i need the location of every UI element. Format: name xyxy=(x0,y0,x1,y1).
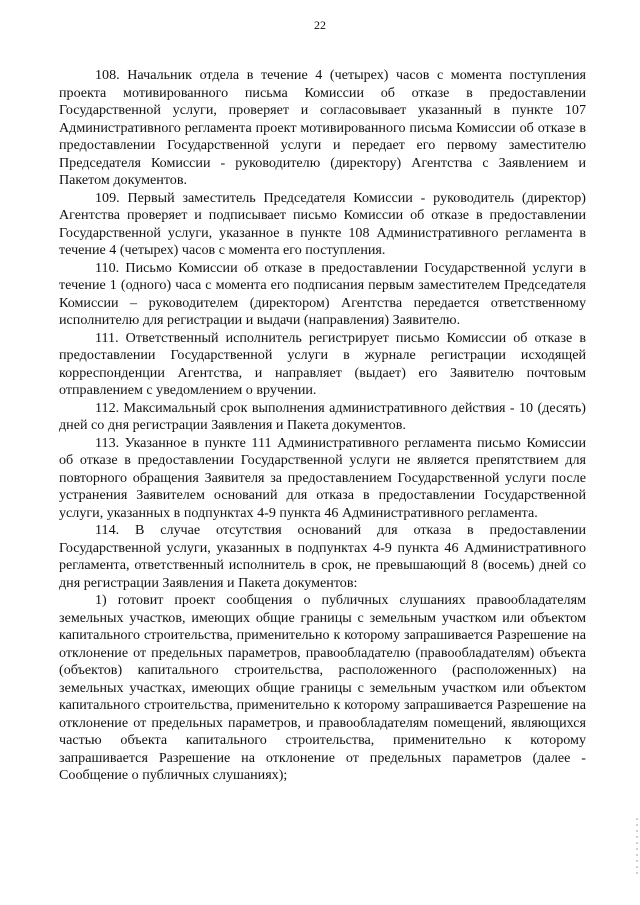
paragraph-110: 110. Письмо Комиссии об отказе в предоставлении Государственной услуги в течение 1 (одного) часа с момента его подписания первым заместителем Председателя Комиссии – руководителем (директором) Агентства передается ответственному исполнителю для регистрации и выдачи (направления) Заявителю. xyxy=(59,259,586,328)
document-body xyxy=(59,67,586,785)
paragraph-109: 109. Первый заместитель Председателя Комиссии - руководитель (директор) Агентства проверяет и подписывает письмо Комиссии об отказе в предоставлении Государственной услуги, указанное в пункте 108 Административного регламента в течение 4 (четырех) часов с момента его поступления. xyxy=(59,189,586,258)
paragraph-108: 108. Начальник отдела в течение 4 (четырех) часов с момента поступления проекта мотивированного письма Комиссии об отказе в предоставлении Государственной услуги, проверяет и согласовывает указанный в пункте 107 Административного регламента проект мотивированного письма Комиссии об отказе в предоставлении Государственной услуги и передает его первому заместителю Председателя Комиссии - руководителю (директору) Агентства с Заявлением и Пакетом документов. xyxy=(59,67,586,188)
paragraph-113: 113. Указанное в пункте 111 Административного регламента письмо Комиссии об отказе в предоставлении Государственной услуги не является препятствием для повторного обращения Заявителя за предоставлением Государственной услуги после устранения Заявителем оснований для отказа в предоставлении Государственной услуги, указанных в подпунктах 4-9 пункта 46 Административного регламента. xyxy=(59,434,586,521)
paragraph-114: 114. В случае отсутствия оснований для отказа в предоставлении Государственной услуги, указанных в подпунктах 4-9 пункта 46 Административного регламента, ответственный исполнитель в срок, не превышающий 8 (восемь) дней со дня регистрации Заявления и Пакета документов: xyxy=(59,522,586,591)
page-number: 22 xyxy=(314,18,326,32)
paragraph-111: 111. Ответственный исполнитель регистрирует письмо Комиссии об отказе в предоставлении Государственной услуги в журнале регистрации исходящей корреспонденции Агентства, и направляет (выдает) его Заявителю почтовым отправлением с уведомлением о вручении. xyxy=(59,329,586,398)
paragraph-114-item-1: 1) готовит проект сообщения о публичных слушаниях правообладателям земельных участков, имеющих общие границы с земельным участком или объектом капитального строительства, применительно к которому запрашивается Разрешение на отклонение от предельных параметров, правообладателю (правообладателям) объекта (объектов) капитального строительства, расположенного (расположенных) на земельных участках, имеющих общие границы с земельным участком или объектом капитального строительства, применительно к которому запрашивается Разрешение на отклонение от предельных параметров, и правообладателям помещений, являющихся частью объекта капитального строительства, применительно к которому запрашивается Разрешение на отклонение от предельных параметров (далее - Сообщение о публичных слушаниях); xyxy=(59,592,586,783)
paragraph-112: 112. Максимальный срок выполнения административного действия - 10 (десять) дней со дня регистрации Заявления и Пакета документов. xyxy=(59,399,586,433)
scan-edge-mark xyxy=(636,818,638,878)
